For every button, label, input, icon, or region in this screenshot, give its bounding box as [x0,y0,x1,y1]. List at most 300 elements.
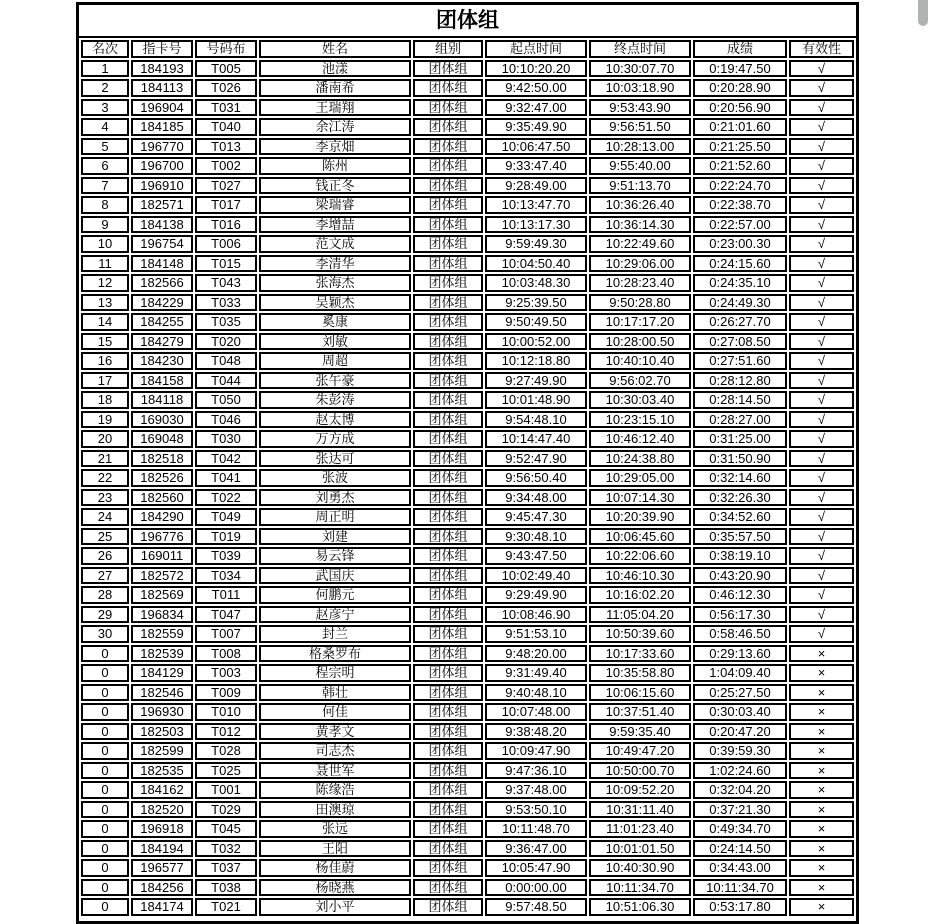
table-row [81,255,854,273]
table-row [81,547,854,565]
validity-mark: √ [789,508,854,526]
table-cell: T021 [195,898,257,916]
table-cell: 0 [81,859,129,877]
validity-mark: × [789,762,854,780]
validity-mark: √ [789,138,854,156]
table-cell: 196834 [131,606,193,624]
table-cell: 团体组 [413,118,483,136]
table-row [81,313,854,331]
table-cell: 184148 [131,255,193,273]
table-cell: 0:20:56.90 [693,99,787,117]
scrollbar-track[interactable] [918,0,928,924]
validity-mark: √ [789,586,854,604]
table-cell: 0:24:15.60 [693,255,787,273]
table-cell: 10:05:47.90 [485,859,587,877]
table-cell: 10:00:52.00 [485,333,587,351]
table-cell: T002 [195,157,257,175]
validity-mark: √ [789,606,854,624]
table-row [81,703,854,721]
table-cell: 黄孝文 [259,723,411,741]
table-cell: 184290 [131,508,193,526]
table-cell: 184158 [131,372,193,390]
table-cell: T042 [195,450,257,468]
table-cell: 10:16:02.20 [589,586,691,604]
table-cell: 10:29:06.00 [589,255,691,273]
table-cell: 周正明 [259,508,411,526]
table-cell: 9:56:51.50 [589,118,691,136]
table-row [81,157,854,175]
table-cell: 0:32:14.60 [693,469,787,487]
table-cell: 182526 [131,469,193,487]
table-row [81,469,854,487]
table-cell: T028 [195,742,257,760]
table-cell: 吴颖杰 [259,294,411,312]
validity-mark: √ [789,177,854,195]
table-cell: T026 [195,79,257,97]
table-cell: 13 [81,294,129,312]
validity-mark: √ [789,157,854,175]
table-cell: 0:23:00.30 [693,235,787,253]
table-cell: 团体组 [413,645,483,663]
validity-mark: × [789,820,854,838]
table-cell: 0:28:27.00 [693,411,787,429]
table-cell: 184162 [131,781,193,799]
table-row [81,138,854,156]
table-cell: 9:57:48.50 [485,898,587,916]
table-cell: 9:48:20.00 [485,645,587,663]
table-cell: 10:30:03.40 [589,391,691,409]
header-cell-8: 有效性 [789,40,854,58]
table-cell: 团体组 [413,352,483,370]
table-cell: 团体组 [413,157,483,175]
table-cell: T008 [195,645,257,663]
table-cell: 0 [81,840,129,858]
table-row [81,333,854,351]
table-cell: 184118 [131,391,193,409]
table-cell: 1 [81,60,129,78]
table-cell: 团体组 [413,99,483,117]
table-cell: 196910 [131,177,193,195]
table-cell: 0 [81,684,129,702]
validity-mark: √ [789,274,854,292]
table-cell: 10:03:18.90 [589,79,691,97]
table-row [81,489,854,507]
table-cell: 刘勇杰 [259,489,411,507]
table-cell: 范文成 [259,235,411,253]
table-cell: 10:28:13.00 [589,138,691,156]
validity-mark: √ [789,411,854,429]
table-cell: 9:29:49.90 [485,586,587,604]
table-cell: 田澳琼 [259,801,411,819]
table-cell: 196700 [131,157,193,175]
table-cell: 30 [81,625,129,643]
table-row [81,586,854,604]
table-cell: 陈州 [259,157,411,175]
table-cell: 2 [81,79,129,97]
table-cell: T047 [195,606,257,624]
table-cell: 29 [81,606,129,624]
table-row [81,879,854,897]
table-cell: 9:45:47.30 [485,508,587,526]
table-cell: 团体组 [413,606,483,624]
table-cell: 王瑞翔 [259,99,411,117]
table-cell: 9:35:49.90 [485,118,587,136]
table-cell: 团体组 [413,781,483,799]
table-cell: 0:31:50.90 [693,450,787,468]
table-cell: T012 [195,723,257,741]
validity-mark: √ [789,60,854,78]
table-cell: 9:59:35.40 [589,723,691,741]
validity-mark: √ [789,547,854,565]
table-cell: 0 [81,703,129,721]
table-cell: T031 [195,99,257,117]
table-cell: 10:06:45.60 [589,528,691,546]
table-cell: T006 [195,235,257,253]
table-cell: 10:31:11.40 [589,801,691,819]
table-cell: 196770 [131,138,193,156]
table-cell: T046 [195,411,257,429]
table-cell: 张海杰 [259,274,411,292]
table-cell: 0:00:00.00 [485,879,587,897]
table-cell: 团体组 [413,742,483,760]
table-cell: T032 [195,840,257,858]
table-cell: 10:28:23.40 [589,274,691,292]
table-cell: 9:50:49.50 [485,313,587,331]
table-row [81,840,854,858]
validity-mark: × [789,859,854,877]
table-row [81,60,854,78]
table-cell: 10:28:00.50 [589,333,691,351]
table-cell: 团体组 [413,391,483,409]
validity-mark: √ [789,469,854,487]
table-cell: T019 [195,528,257,546]
table-cell: 团体组 [413,684,483,702]
table-cell: 10:07:48.00 [485,703,587,721]
table-cell: 李京畑 [259,138,411,156]
table-cell: 9:54:48.10 [485,411,587,429]
table-cell: 团体组 [413,450,483,468]
table-cell: T037 [195,859,257,877]
scrollbar-thumb[interactable] [918,0,928,26]
table-cell: 0:28:12.80 [693,372,787,390]
table-cell: 0:35:57.50 [693,528,787,546]
validity-mark: √ [789,489,854,507]
table-cell: 10:14:47.40 [485,430,587,448]
table-row [81,372,854,390]
table-cell: T038 [195,879,257,897]
validity-mark: √ [789,255,854,273]
table-cell: 0:21:01.60 [693,118,787,136]
table-cell: 18 [81,391,129,409]
table-cell: 10:50:00.70 [589,762,691,780]
table-cell: 团体组 [413,274,483,292]
table-row [81,391,854,409]
validity-mark: √ [789,294,854,312]
table-cell: 0:21:52.60 [693,157,787,175]
table-cell: 张午豪 [259,372,411,390]
table-row [81,664,854,682]
table-cell: 9:51:13.70 [589,177,691,195]
table-cell: T017 [195,196,257,214]
table-cell: T044 [195,372,257,390]
table-cell: 8 [81,196,129,214]
table-cell: 团体组 [413,508,483,526]
table-cell: T030 [195,430,257,448]
table-cell: 0:19:47.50 [693,60,787,78]
table-cell: 10:10:20.20 [485,60,587,78]
table-cell: 9:55:40.00 [589,157,691,175]
table-row [81,684,854,702]
table-row [81,723,854,741]
table-cell: 28 [81,586,129,604]
table-cell: 团体组 [413,372,483,390]
table-cell: T025 [195,762,257,780]
table-cell: 196577 [131,859,193,877]
table-cell: 0:24:35.10 [693,274,787,292]
table-cell: T045 [195,820,257,838]
table-cell: 10:36:26.40 [589,196,691,214]
table-cell: 聂世军 [259,762,411,780]
table-cell: 7 [81,177,129,195]
table-cell: 团体组 [413,820,483,838]
table-row [81,528,854,546]
table-cell: 9:25:39.50 [485,294,587,312]
table-cell: 9:43:47.50 [485,547,587,565]
table-cell: T016 [195,216,257,234]
table-cell: 何鹏元 [259,586,411,604]
table-cell: 池漾 [259,60,411,78]
header-cell-7: 成绩 [693,40,787,58]
table-cell: 团体组 [413,196,483,214]
table-cell: 团体组 [413,411,483,429]
table-cell: T039 [195,547,257,565]
table-cell: 团体组 [413,547,483,565]
table-cell: 余江涛 [259,118,411,136]
table-cell: 团体组 [413,216,483,234]
table-cell: 0 [81,762,129,780]
validity-mark: √ [789,118,854,136]
table-cell: 10:29:05.00 [589,469,691,487]
validity-mark: √ [789,235,854,253]
table-cell: 0 [81,723,129,741]
validity-mark: √ [789,313,854,331]
table-cell: 182599 [131,742,193,760]
table-cell: 武国庆 [259,567,411,585]
table-cell: 184256 [131,879,193,897]
table-cell: 0:56:17.30 [693,606,787,624]
table-cell: 0:24:14.50 [693,840,787,858]
table-row [81,606,854,624]
table-cell: 0:20:47.20 [693,723,787,741]
table-cell: 10:46:10.30 [589,567,691,585]
table-cell: T013 [195,138,257,156]
table-cell: 程宗明 [259,664,411,682]
table-cell: 团体组 [413,333,483,351]
table-cell: 10:23:15.10 [589,411,691,429]
table-cell: 10:06:15.60 [589,684,691,702]
table-cell: 24 [81,508,129,526]
table-cell: 182546 [131,684,193,702]
table-row [81,411,854,429]
table-cell: 10:07:14.30 [589,489,691,507]
table-cell: 9:36:47.00 [485,840,587,858]
table-cell: T015 [195,255,257,273]
table-cell: 10:35:58.80 [589,664,691,682]
table-cell: 182571 [131,196,193,214]
validity-mark: × [789,664,854,682]
table-cell: 10:13:47.70 [485,196,587,214]
table-cell: 0:28:14.50 [693,391,787,409]
table-cell: 团体组 [413,255,483,273]
table-row [81,820,854,838]
table-cell: 0:32:26.30 [693,489,787,507]
table-cell: 196754 [131,235,193,253]
table-cell: 9:27:49.90 [485,372,587,390]
table-row [81,859,854,877]
table-cell: 15 [81,333,129,351]
table-cell: T022 [195,489,257,507]
group-title: 团体组 [79,5,856,38]
validity-mark: √ [789,450,854,468]
table-cell: 李增喆 [259,216,411,234]
table-cell: 9:52:47.90 [485,450,587,468]
table-row [81,177,854,195]
table-cell: 10:40:10.40 [589,352,691,370]
table-cell: 169030 [131,411,193,429]
table-cell: T035 [195,313,257,331]
table-cell: 196918 [131,820,193,838]
header-cell-0: 名次 [81,40,129,58]
table-cell: 23 [81,489,129,507]
table-cell: 184193 [131,60,193,78]
validity-mark: √ [789,196,854,214]
table-cell: 10:11:48.70 [485,820,587,838]
table-cell: 10:06:47.50 [485,138,587,156]
table-cell: 5 [81,138,129,156]
table-cell: 196776 [131,528,193,546]
table-row [81,235,854,253]
validity-mark: √ [789,99,854,117]
table-cell: 9:37:48.00 [485,781,587,799]
table-cell: 0:22:38.70 [693,196,787,214]
table-cell: 6 [81,157,129,175]
table-cell: 李清华 [259,255,411,273]
table-cell: 10:08:46.90 [485,606,587,624]
table-cell: 9:51:53.10 [485,625,587,643]
table-cell: T048 [195,352,257,370]
table-cell: 184185 [131,118,193,136]
table-cell: 10:12:18.80 [485,352,587,370]
table-cell: T043 [195,274,257,292]
table-cell: 10:24:38.80 [589,450,691,468]
table-cell: T033 [195,294,257,312]
table-cell: 刘敏 [259,333,411,351]
table-row [81,430,854,448]
table-cell: 团体组 [413,898,483,916]
table-row [81,801,854,819]
table-cell: 182520 [131,801,193,819]
table-cell: 韩壮 [259,684,411,702]
validity-mark: × [789,645,854,663]
table-cell: 0:26:27.70 [693,313,787,331]
table-cell: 182518 [131,450,193,468]
validity-mark: √ [789,625,854,643]
table-cell: 9:28:49.00 [485,177,587,195]
table-cell: 团体组 [413,567,483,585]
table-cell: 184138 [131,216,193,234]
table-cell: 1:02:24.60 [693,762,787,780]
table-cell: 182539 [131,645,193,663]
table-cell: 0 [81,781,129,799]
table-cell: 10:37:51.40 [589,703,691,721]
table-cell: 10:04:50.40 [485,255,587,273]
table-cell: 梁瑞睿 [259,196,411,214]
table-cell: 司志杰 [259,742,411,760]
table-row [81,450,854,468]
table-cell: 团体组 [413,840,483,858]
table-cell: 10:22:49.60 [589,235,691,253]
table-cell: 0:49:34.70 [693,820,787,838]
table-cell: 钱正冬 [259,177,411,195]
table-cell: 14 [81,313,129,331]
validity-mark: √ [789,567,854,585]
table-cell: 11:01:23.40 [589,820,691,838]
table-cell: 10:50:39.60 [589,625,691,643]
table-cell: 9:33:47.40 [485,157,587,175]
table-cell: 10 [81,235,129,253]
validity-mark: √ [789,79,854,97]
table-cell: 赵彦宁 [259,606,411,624]
table-cell: 0:39:59.30 [693,742,787,760]
table-cell: 团体组 [413,879,483,897]
table-cell: T007 [195,625,257,643]
table-cell: 11 [81,255,129,273]
header-cell-5: 起点时间 [485,40,587,58]
table-cell: 19 [81,411,129,429]
table-cell: 陈缘浩 [259,781,411,799]
table-cell: 25 [81,528,129,546]
table-cell: 12 [81,274,129,292]
table-row [81,196,854,214]
table-cell: 0 [81,820,129,838]
table-cell: 10:01:48.90 [485,391,587,409]
table-cell: 团体组 [413,79,483,97]
header-cell-3: 姓名 [259,40,411,58]
table-cell: 4 [81,118,129,136]
header-cell-6: 终点时间 [589,40,691,58]
table-row [81,625,854,643]
table-cell: 奚康 [259,313,411,331]
validity-mark: × [789,742,854,760]
validity-mark: × [789,684,854,702]
table-row [81,99,854,117]
table-cell: 团体组 [413,859,483,877]
table-cell: 196930 [131,703,193,721]
table-cell: 0:46:12.30 [693,586,787,604]
table-cell: 刘建 [259,528,411,546]
table-cell: 9:56:02.70 [589,372,691,390]
table-cell: 10:11:34.70 [693,879,787,897]
table-row [81,274,854,292]
table-cell: 0:27:08.50 [693,333,787,351]
table-cell: 184229 [131,294,193,312]
table-cell: 9:40:48.10 [485,684,587,702]
table-cell: 0:32:04.20 [693,781,787,799]
table-cell: 9:34:48.00 [485,489,587,507]
table-cell: 182569 [131,586,193,604]
table-cell: 团体组 [413,489,483,507]
table-cell: 9:38:48.20 [485,723,587,741]
